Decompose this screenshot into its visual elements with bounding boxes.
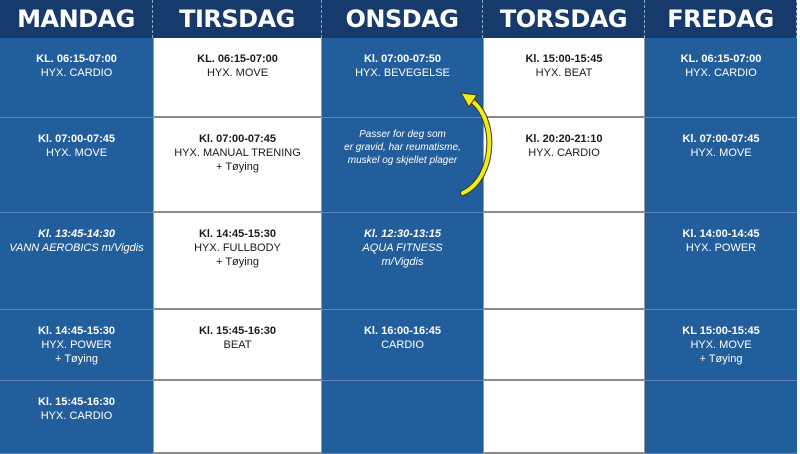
session-cell bbox=[645, 118, 797, 213]
header-mandag: MANDAG bbox=[0, 0, 153, 38]
session-name: HYX. BEVEGELSE bbox=[355, 67, 450, 79]
session-time: Kl. 07:00-07:50 bbox=[363, 53, 442, 65]
session-name: HYX. MOVE bbox=[690, 147, 752, 159]
session-time: Kl. 16:00-16:45 bbox=[363, 325, 442, 337]
session-name: HYX. CARDIO bbox=[40, 410, 113, 422]
session-time: KL. 06:15-07:00 bbox=[197, 53, 278, 65]
session-cell bbox=[153, 213, 322, 310]
session-extra: + Tøying bbox=[216, 161, 259, 173]
session-name: BEAT bbox=[223, 339, 252, 351]
session-cell bbox=[483, 118, 645, 213]
session-name: AQUA FITNESS bbox=[362, 242, 443, 254]
curved-arrow-icon bbox=[455, 85, 495, 200]
session-time: Kl. 15:45-16:30 bbox=[37, 396, 116, 408]
session-time: Kl. 15:45-16:30 bbox=[198, 325, 277, 337]
session-time: Kl. 14:45-15:30 bbox=[37, 325, 116, 337]
session-cell bbox=[0, 310, 153, 381]
session-time: Kl. 07:00-07:45 bbox=[37, 133, 116, 145]
session-time: KL. 06:15-07:00 bbox=[36, 53, 117, 65]
session-cell bbox=[483, 38, 645, 118]
session-cell bbox=[645, 213, 797, 310]
session-extra: + Tøying bbox=[216, 256, 259, 268]
session-cell bbox=[0, 213, 153, 310]
session-time: Kl. 07:00-07:45 bbox=[198, 133, 277, 145]
session-name: HYX. FULLBODY bbox=[194, 242, 281, 254]
session-time: Kl. 14:00-14:45 bbox=[682, 228, 760, 240]
empty-cell bbox=[645, 381, 797, 454]
session-name: HYX. MANUAL TRENING bbox=[174, 147, 301, 159]
session-name: HYX. CARDIO bbox=[528, 147, 600, 159]
header-onsdag: ONSDAG bbox=[322, 0, 483, 38]
session-cell bbox=[322, 213, 483, 310]
session-cell bbox=[0, 38, 153, 118]
empty-cell bbox=[483, 213, 645, 310]
session-cell bbox=[0, 118, 153, 213]
session-time: Kl. 20:20-21:10 bbox=[525, 133, 603, 145]
session-time: Kl. 14:45-15:30 bbox=[198, 228, 277, 240]
session-cell bbox=[153, 38, 322, 118]
session-cell bbox=[645, 38, 797, 118]
empty-cell bbox=[153, 381, 322, 454]
session-cell bbox=[645, 310, 797, 381]
note-line: muskel og skjellet plager bbox=[347, 155, 458, 166]
session-name: HYX. MOVE bbox=[690, 339, 752, 351]
session-time: Kl. 12:30-13:15 bbox=[363, 228, 442, 240]
session-name: HYX. POWER bbox=[41, 339, 112, 351]
session-extra: + Tøying bbox=[699, 353, 743, 365]
session-name: CARDIO bbox=[381, 339, 424, 351]
session-time: KL 15:00-15:45 bbox=[682, 325, 760, 337]
session-name: HYX. CARDIO bbox=[685, 67, 757, 79]
session-name: VANN AEROBICS m/Vigdis bbox=[9, 242, 144, 254]
session-time: Kl. 15:00-15:45 bbox=[525, 53, 603, 65]
session-name: HYX. POWER bbox=[685, 242, 757, 254]
session-extra: + Tøying bbox=[55, 353, 98, 365]
header-fredag: FREDAG bbox=[645, 0, 797, 38]
session-time: Kl. 13:45-14:30 bbox=[37, 228, 116, 240]
session-cell bbox=[0, 381, 153, 454]
note-line: Passer for deg som bbox=[359, 129, 446, 140]
session-cell bbox=[153, 310, 322, 381]
header-torsdag: TORSDAG bbox=[483, 0, 645, 38]
session-cell bbox=[322, 310, 483, 381]
header-tirsdag: TIRSDAG bbox=[153, 0, 322, 38]
session-name: HYX. CARDIO bbox=[40, 67, 113, 79]
session-cell bbox=[153, 118, 322, 213]
session-name: HYX. MOVE bbox=[206, 67, 269, 79]
empty-cell bbox=[322, 381, 483, 454]
note-line: er gravid, har reumatisme, bbox=[344, 142, 461, 153]
empty-cell bbox=[483, 381, 645, 454]
session-name: HYX. MOVE bbox=[45, 147, 108, 159]
session-extra: m/Vigdis bbox=[381, 256, 424, 268]
session-name: HYX. BEAT bbox=[535, 67, 593, 79]
session-time: KL. 06:15-07:00 bbox=[680, 53, 762, 65]
empty-cell bbox=[483, 310, 645, 381]
session-time: Kl. 07:00-07:45 bbox=[682, 133, 760, 145]
